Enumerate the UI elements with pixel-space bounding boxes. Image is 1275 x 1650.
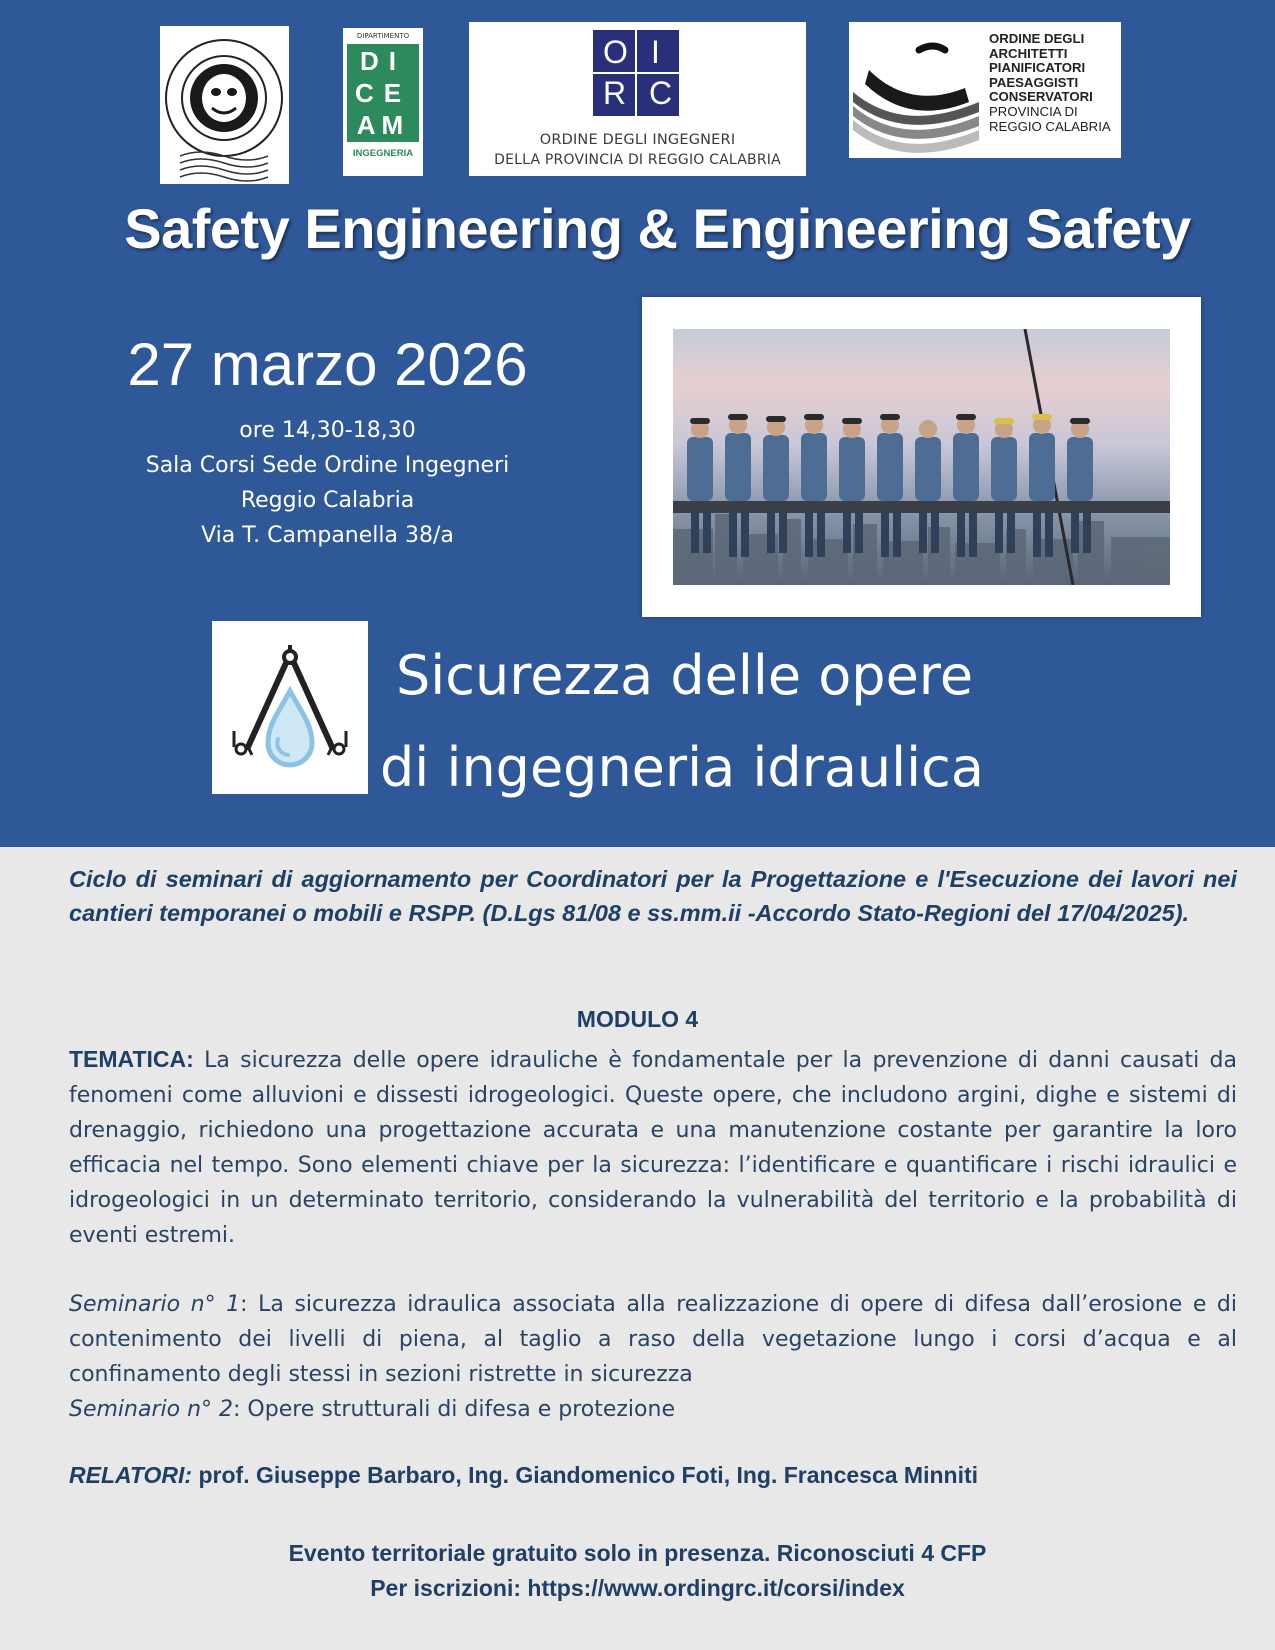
footer-event-note: Evento territoriale gratuito solo in presenza. Riconosciuti 4 CFP <box>288 1540 987 1566</box>
tematica-paragraph <box>69 1042 1237 1253</box>
architetti-text-block <box>989 32 1119 134</box>
module-title: MODULO 4 <box>576 1006 699 1032</box>
architetti-sub-line: REGGIO CALABRIA <box>989 118 1111 134</box>
architetti-line: CONSERVATORI <box>989 89 1093 105</box>
seminario-label: Seminario n° 1 <box>69 1292 241 1317</box>
event-venue: Sala Corsi Sede Ordine Ingegneri <box>145 453 510 478</box>
oirc-letter-r: R <box>603 75 627 111</box>
diceam-bottom-text: INGEGNERIA <box>352 148 414 159</box>
architetti-line: PAESAGGISTI <box>989 74 1079 90</box>
topic-title-line2: di ingegneria idraulica <box>380 736 984 799</box>
oirc-name-line1: ORDINE DEGLI INGEGNERI <box>539 132 736 148</box>
ordine-ingegneri-logo <box>469 22 806 176</box>
architetti-line: ORDINE DEGLI <box>989 31 1085 46</box>
diceam-letters-3: AM <box>356 110 410 140</box>
oirc-letter-o: O <box>603 34 628 70</box>
oirc-letter-c: C <box>649 75 673 111</box>
footer-registration-link[interactable]: Per iscrizioni: https://www.ordingrc.it/corsi/index <box>370 1575 905 1601</box>
architetti-line: ARCHITETTI <box>989 45 1068 61</box>
construction-workers-illustration <box>673 329 1170 585</box>
architetti-wave-icon <box>849 22 989 158</box>
tematica-label: TEMATICA: <box>69 1046 194 1072</box>
architetti-line: PIANIFICATORI <box>989 60 1086 76</box>
topic-title-line1: Sicurezza delle opere <box>396 644 974 707</box>
event-details <box>60 413 595 553</box>
hydraulic-topic-icon-box <box>212 621 368 794</box>
architetti-sub-line: PROVINCIA DI <box>989 103 1078 119</box>
seminario-item <box>69 1392 1237 1427</box>
relatori-line <box>69 1462 1237 1489</box>
workers-on-beam-photo <box>673 329 1170 585</box>
diceam-letters-1: DI <box>360 46 406 76</box>
relatori-label: RELATORI: <box>69 1462 193 1488</box>
seminario-text: : La sicurezza idraulica associata alla realizzazione di opere di difesa dall’erosione e di contenimento dei livelli di piena, al taglio a raso della vegetazione lungo i corsi d’acqua e al confinamento degli stessi in sezioni ristrette in sicurezza <box>69 1292 1238 1387</box>
seminario-text: : Opere strutturali di difesa e protezione <box>233 1397 675 1422</box>
oirc-letter-i: I <box>651 34 660 70</box>
diceam-letters-2: CE <box>354 78 412 108</box>
event-date: 27 marzo 2026 <box>127 331 528 398</box>
event-address: Via T. Campanella 38/a <box>201 523 454 548</box>
photo-frame <box>642 297 1201 617</box>
ordine-architetti-logo <box>849 22 1121 158</box>
tematica-text: La sicurezza delle opere idrauliche è fondamentale per la prevenzione di danni causati da fenomeni come alluvioni e dissesti idrogeologici. Queste opere, che includono argini, dighe e sistemi di drenaggio, richiedono una progettazione accurata e una manutenzione costante per garantire la loro efficacia nel tempo. Sono elementi chiave per la sicurezza: l’identificare e quantificare i rischi idraulici e idrogeologici in un determinato territorio, considerando la vulnerabilità del territorio e la probabilità di eventi estremi. <box>69 1048 1237 1248</box>
diceam-logo <box>343 28 423 176</box>
oirc-name-line2: DELLA PROVINCIA DI REGGIO CALABRIA <box>494 152 781 168</box>
university-seal-icon <box>160 26 289 184</box>
oirc-grid <box>593 30 679 116</box>
compass-water-drop-icon <box>212 621 368 794</box>
event-city: Reggio Calabria <box>240 488 415 513</box>
seminari-list <box>69 1287 1237 1427</box>
topic-title <box>380 630 1140 814</box>
seminario-label: Seminario n° 2 <box>69 1397 234 1422</box>
university-logo <box>160 26 289 184</box>
event-time: ore 14,30-18,30 <box>239 418 416 443</box>
seminario-item <box>69 1287 1237 1392</box>
intro-paragraph: Ciclo di seminari di aggiornamento per Coordinatori per la Progettazione e l'Esecuzione dei lavori nei cantieri temporanei o mobili e RSPP. (D.Lgs 81/08 e ss.mm.ii -Accordo Stato-Regioni del 17/04/2025). <box>69 866 1237 926</box>
page-title: Safety Engineering & Engineering Safety <box>124 197 1191 260</box>
diceam-top-text: DIPARTIMENTO <box>356 32 410 40</box>
relatori-names: prof. Giuseppe Barbaro, Ing. Giandomenico Foti, Ing. Francesca Minniti <box>192 1462 979 1488</box>
